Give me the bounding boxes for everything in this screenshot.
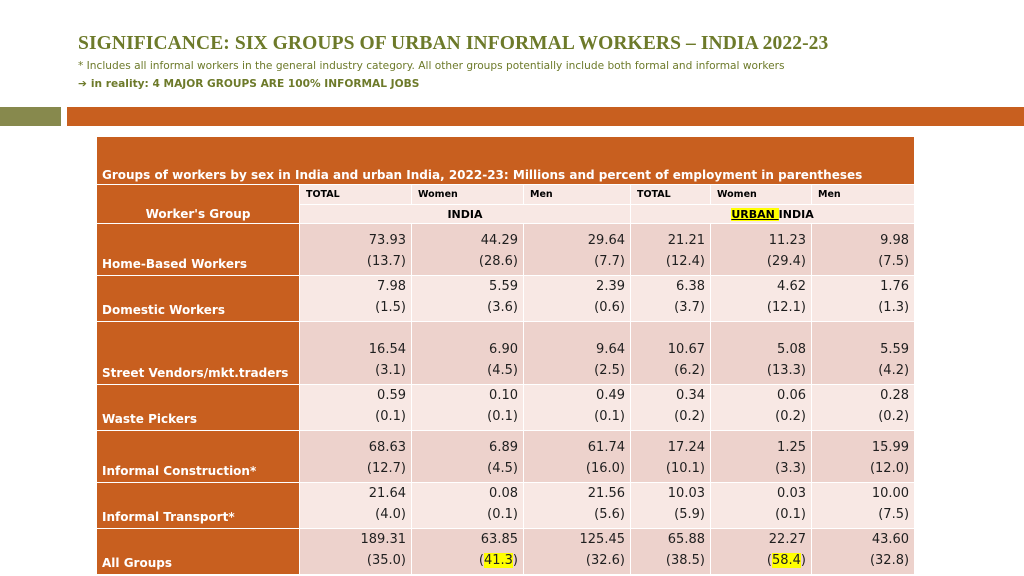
table-cell (524, 322, 631, 385)
cell-percent: (58.4) (766, 553, 806, 568)
cell-value: 21.21 (667, 233, 705, 248)
table-row (97, 483, 915, 529)
cell-percent: (32.8) (869, 553, 910, 568)
table-cell (300, 322, 412, 385)
row-label: Domestic Workers (97, 276, 300, 322)
table-cell (300, 483, 412, 529)
cell-percent: (0.1) (487, 507, 518, 522)
decorative-band-orange (67, 107, 1024, 126)
table-cell (412, 431, 524, 483)
cell-percent: (29.4) (766, 254, 806, 269)
table-caption: Groups of workers by sex in India and urban India, 2022-23: Millions and percent of employment in parentheses (97, 137, 915, 185)
cell-percent: (10.1) (665, 461, 705, 476)
table-cell (524, 385, 631, 431)
column-header-india-women: Women (412, 185, 524, 205)
cell-value: 15.99 (871, 440, 910, 455)
cell-percent: (32.6) (585, 553, 625, 568)
table-row (97, 276, 915, 322)
region-urban-rest: INDIA (778, 207, 814, 221)
region-header-urban-india (631, 205, 915, 224)
row-label: All Groups (97, 529, 300, 575)
reality-text: in reality: 4 MAJOR GROUPS ARE 100% INFORMAL JOBS (90, 78, 420, 90)
table-cell (524, 529, 631, 575)
cell-percent: (1.3) (878, 300, 910, 315)
cell-value: 61.74 (587, 440, 625, 455)
cell-value: 21.64 (368, 486, 406, 501)
table-cell (711, 483, 812, 529)
cell-percent: (0.1) (375, 409, 406, 424)
region-header-india: INDIA (300, 205, 631, 224)
cell-percent: (0.1) (594, 409, 625, 424)
table-cell (412, 483, 524, 529)
cell-percent: (3.1) (375, 363, 406, 378)
table-cell (711, 385, 812, 431)
table-cell (300, 276, 412, 322)
cell-percent: (4.5) (487, 363, 518, 378)
cell-value: 11.23 (768, 233, 806, 248)
table-cell (412, 224, 524, 276)
table-cell (631, 385, 711, 431)
cell-value: 73.93 (368, 233, 406, 248)
table-cell (631, 431, 711, 483)
cell-percent: (7.5) (878, 254, 910, 269)
cell-percent: (12.1) (766, 300, 806, 315)
table-cell (711, 529, 812, 575)
table-cell (631, 483, 711, 529)
cell-value: 17.24 (667, 440, 705, 455)
cell-value: 1.25 (777, 440, 806, 455)
cell-percent: (0.2) (674, 409, 705, 424)
table-cell (812, 431, 915, 483)
cell-value: 9.64 (596, 342, 625, 357)
table-cell (812, 529, 915, 575)
cell-value: 65.88 (667, 532, 705, 547)
table-cell (812, 224, 915, 276)
urban-highlight: URBAN (731, 207, 779, 221)
cell-percent: (2.5) (594, 363, 625, 378)
table-cell (631, 322, 711, 385)
table-row (97, 224, 915, 276)
column-header-india-total: TOTAL (300, 185, 412, 205)
cell-percent: (38.5) (665, 553, 705, 568)
table-cell (300, 385, 412, 431)
cell-percent: (7.5) (878, 507, 910, 522)
cell-percent: (13.3) (766, 363, 806, 378)
cell-value: 10.03 (667, 486, 705, 501)
cell-value: 0.49 (596, 388, 625, 403)
cell-value: 125.45 (579, 532, 625, 547)
cell-percent: (28.6) (478, 254, 518, 269)
arrow-right-icon: ➔ (78, 78, 87, 90)
slide-title: SIGNIFICANCE: SIX GROUPS OF URBAN INFORMAL WORKERS – INDIA 2022-23 (78, 33, 829, 54)
reality-note (78, 78, 419, 90)
cell-percent: (3.7) (674, 300, 705, 315)
row-label: Waste Pickers (97, 385, 300, 431)
cell-percent: (0.1) (487, 409, 518, 424)
cell-value: 21.56 (587, 486, 625, 501)
table-cell (412, 322, 524, 385)
table-cell (812, 276, 915, 322)
table-cell (412, 385, 524, 431)
cell-value: 63.85 (480, 532, 518, 547)
cell-percent: (3.6) (487, 300, 518, 315)
column-header-urban-total: TOTAL (631, 185, 711, 205)
table-cell (711, 276, 812, 322)
table-cell (711, 322, 812, 385)
row-label: Informal Construction* (97, 431, 300, 483)
cell-value: 4.62 (777, 279, 806, 294)
cell-value: 6.38 (676, 279, 705, 294)
table-cell (711, 431, 812, 483)
table-cell (524, 224, 631, 276)
cell-percent: (12.7) (366, 461, 406, 476)
cell-percent: (0.2) (775, 409, 806, 424)
cell-value: 29.64 (587, 233, 625, 248)
table-cell (412, 276, 524, 322)
cell-percent: (13.7) (366, 254, 406, 269)
cell-value: 16.54 (368, 342, 406, 357)
cell-percent: (4.5) (487, 461, 518, 476)
cell-percent: (12.4) (665, 254, 705, 269)
cell-percent: (3.3) (775, 461, 806, 476)
cell-percent: (41.3) (478, 553, 518, 568)
table-cell (412, 529, 524, 575)
column-header-india-men: Men (524, 185, 631, 205)
cell-percent: (0.6) (594, 300, 625, 315)
cell-value: 189.31 (360, 532, 406, 547)
cell-value: 5.59 (489, 279, 518, 294)
table-cell (812, 322, 915, 385)
cell-percent: (4.2) (878, 363, 910, 378)
cell-value: 10.67 (667, 342, 705, 357)
highlighted-percent: 58.4 (771, 553, 801, 568)
table-cell (812, 385, 915, 431)
table-cell (631, 529, 711, 575)
cell-value: 6.89 (489, 440, 518, 455)
cell-value: 10.00 (871, 486, 910, 501)
cell-value: 43.60 (871, 532, 910, 547)
table-cell (711, 224, 812, 276)
cell-percent: (5.6) (594, 507, 625, 522)
row-label: Street Vendors/mkt.traders (97, 322, 300, 385)
cell-percent: (0.2) (878, 409, 910, 424)
cell-value: 0.08 (489, 486, 518, 501)
worker-group-header: Worker's Group (97, 185, 300, 224)
cell-value: 1.76 (880, 279, 910, 294)
table-row (97, 431, 915, 483)
cell-value: 0.06 (777, 388, 806, 403)
column-header-urban-men: Men (812, 185, 915, 205)
table-cell (812, 483, 915, 529)
cell-value: 2.39 (596, 279, 625, 294)
cell-value: 0.28 (880, 388, 910, 403)
table-cell (300, 529, 412, 575)
row-label: Informal Transport* (97, 483, 300, 529)
table-cell (524, 483, 631, 529)
cell-percent: (35.0) (366, 553, 406, 568)
cell-value: 7.98 (377, 279, 406, 294)
cell-percent: (12.0) (869, 461, 910, 476)
cell-percent: (16.0) (585, 461, 625, 476)
cell-value: 5.08 (777, 342, 806, 357)
table-cell (300, 224, 412, 276)
column-header-urban-women: Women (711, 185, 812, 205)
cell-value: 44.29 (480, 233, 518, 248)
decorative-band-green (0, 107, 61, 126)
table-cell (631, 276, 711, 322)
table-cell (524, 276, 631, 322)
cell-value: 5.59 (880, 342, 910, 357)
cell-value: 68.63 (368, 440, 406, 455)
cell-value: 0.34 (676, 388, 705, 403)
footnote: * Includes all informal workers in the general industry category. All other groups potentially include both formal and informal workers (78, 60, 785, 72)
cell-value: 9.98 (880, 233, 910, 248)
cell-percent: (1.5) (375, 300, 406, 315)
cell-value: 0.59 (377, 388, 406, 403)
cell-percent: (5.9) (674, 507, 705, 522)
table-cell (524, 431, 631, 483)
cell-percent: (4.0) (375, 507, 406, 522)
table-row (97, 529, 915, 575)
cell-percent: (0.1) (775, 507, 806, 522)
cell-value: 22.27 (768, 532, 806, 547)
workers-table (96, 136, 915, 575)
row-label: Home-Based Workers (97, 224, 300, 276)
cell-value: 6.90 (489, 342, 518, 357)
cell-percent: (6.2) (674, 363, 705, 378)
cell-percent: (7.7) (594, 254, 625, 269)
table-cell (631, 224, 711, 276)
table-body (97, 224, 915, 575)
table-cell (300, 431, 412, 483)
highlighted-percent: 41.3 (483, 553, 513, 568)
cell-value: 0.03 (777, 486, 806, 501)
table-row (97, 322, 915, 385)
table-row (97, 385, 915, 431)
cell-value: 0.10 (489, 388, 518, 403)
